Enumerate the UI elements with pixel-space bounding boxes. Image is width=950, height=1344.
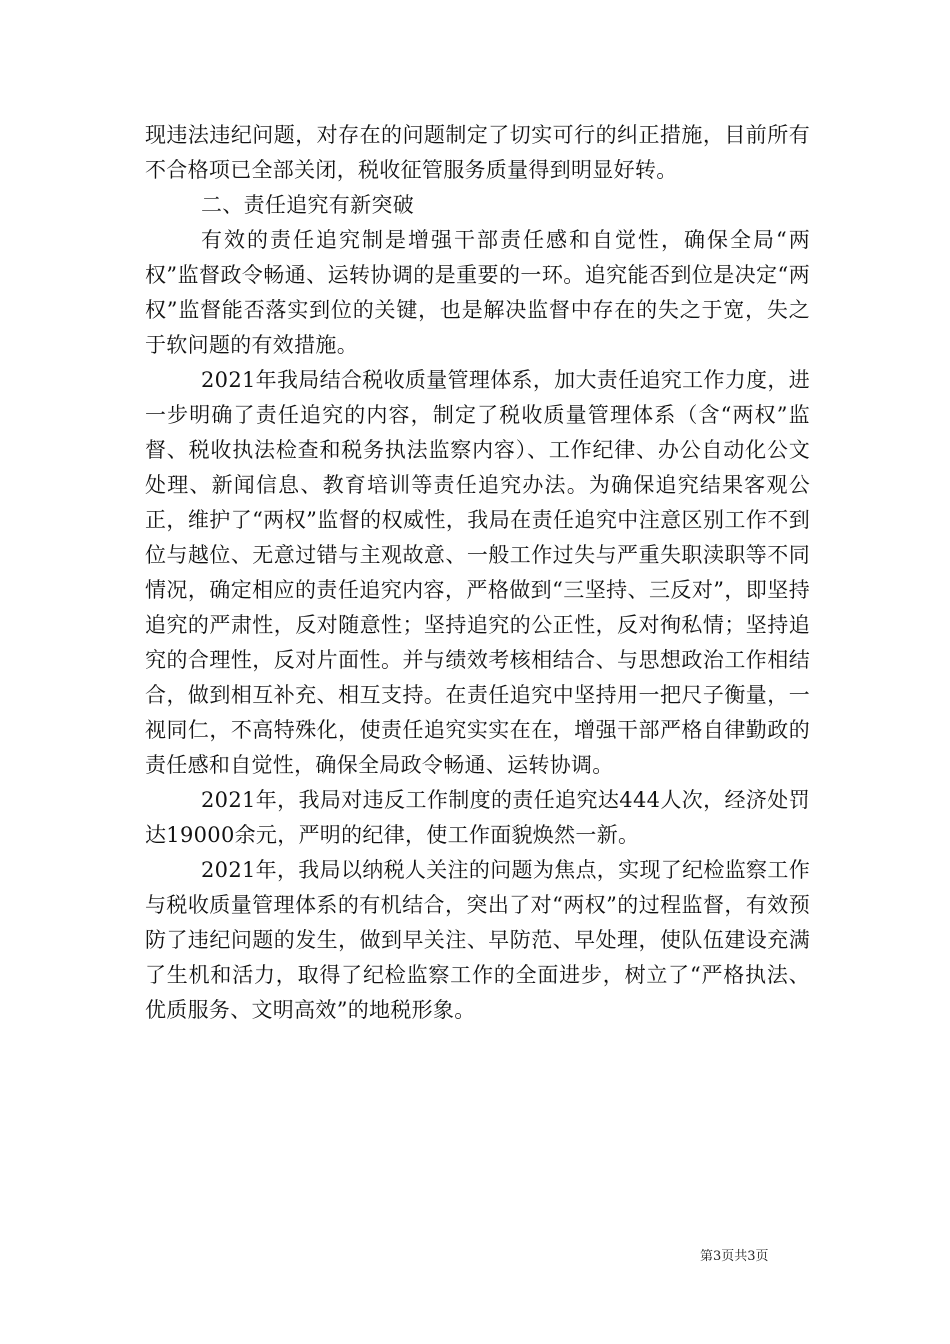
document-body [145, 118, 810, 1028]
paragraph: 有效的责任追究制是增强干部责任感和自觉性，确保全局“两权”监督政令畅通、运转协调的是重要的一环。追究能否到位是决定“两权”监督能否落实到位的关键，也是解决监督中存在的失之于宽，失之于软问题的有效措施。 [145, 228, 810, 357]
page-number-footer: 第3页共3页 [700, 1249, 769, 1264]
section-heading: 二、责任追究有新突破 [201, 193, 414, 217]
paragraph: 2021年我局结合税收质量管理体系，加大责任追究工作力度，进一步明确了责任追究的内容，制定了税收质量管理体系（含“两权”监督、税收执法检查和税务执法监察内容）、工作纪律、办公自动化公文处理、新闻信息、教育培训等责任追究办法。为确保追究结果客观公正，维护了“两权”监督的权威性，我局在责任追究中注意区别工作不到位与越位、无意过错与主观故意、一般工作过失与严重失职渎职等不同情况，确定相应的责任追究内容，严格做到“三坚持、三反对”，即坚持追究的严肃性，反对随意性；坚持追究的公正性，反对徇私情；坚持追究的合理性，反对片面性。并与绩效考核相结合、与思想政治工作相结合，做到相互补充、相互支持。在责任追究中坚持用一把尺子衡量，一视同仁，不高特殊化，使责任追究实实在在，增强干部严格自律勤政的责任感和自觉性，确保全局政令畅通、运转协调。 [145, 368, 810, 777]
paragraph: 2021年，我局对违反工作制度的责任追究达444人次，经济处罚达19000余元，严明的纪律，使工作面貌焕然一新。 [145, 788, 810, 847]
paragraph-continuation: 现违法违纪问题，对存在的问题制定了切实可行的纠正措施，目前所有不合格项已全部关闭，税收征管服务质量得到明显好转。 [145, 123, 810, 182]
paragraph: 2021年，我局以纳税人关注的问题为焦点，实现了纪检监察工作与税收质量管理体系的有机结合，突出了对“两权”的过程监督，有效预防了违纪问题的发生，做到早关注、早防范、早处理，使队伍建设充满了生机和活力，取得了纪检监察工作的全面进步，树立了“严格执法、优质服务、文明高效”的地税形象。 [145, 858, 810, 1022]
